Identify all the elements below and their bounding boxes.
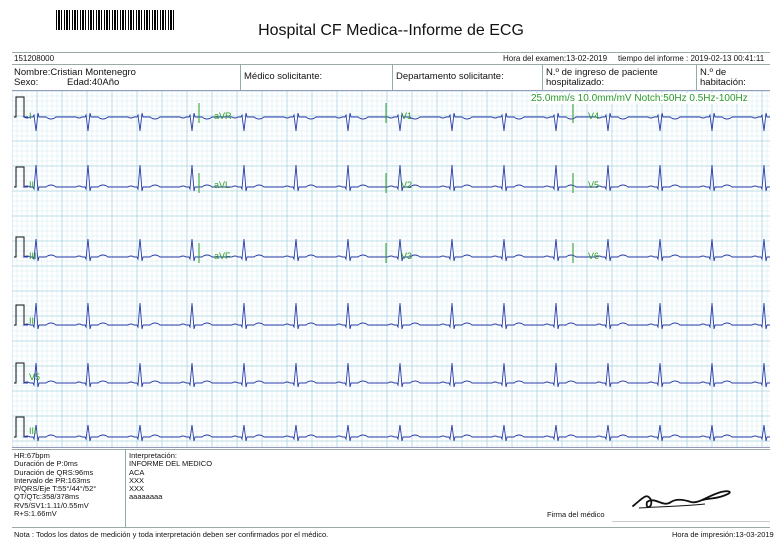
ecg-settings: 25.0mm/s 10.0mm/mV Notch:50Hz 0.5Hz-100Hz [531, 93, 748, 104]
footer-note: Nota : Todos los datos de medición y toda interpretación deben ser confirmados por el médico. [14, 530, 329, 539]
divider [392, 64, 393, 90]
lead-label: V5 [29, 372, 41, 382]
interpretation-heading: Interpretación: [129, 451, 177, 460]
interpretation-line: ACA [129, 467, 145, 477]
interpretation-line: aaaaaaaa [129, 492, 163, 502]
ecg-grid [12, 91, 770, 447]
measurement-qrs: Duración de QRS:96ms [14, 467, 94, 477]
interpretation-line: INFORME DEL MEDICO [129, 459, 213, 469]
print-time: Hora de impresión:13-03-2019 [672, 530, 774, 539]
measurement-rs: R+S:1.66mV [14, 509, 57, 519]
signature-line [612, 521, 770, 522]
lead-label: III [29, 251, 37, 261]
lead-label: II [29, 316, 35, 326]
measurement-axis: P/QRS/Eje T:55°/44°/52° [14, 484, 97, 494]
patient-name: Nombre:Cristian Montenegro [14, 67, 136, 78]
interpretation [129, 452, 212, 502]
report-title: Hospital CF Medica--Informe de ECG [258, 22, 524, 39]
room-label-2: habitación: [700, 77, 746, 88]
lead-label: aVR [214, 111, 232, 121]
calibration-pulse [14, 417, 28, 437]
measurement-p: Duración de P:0ms [14, 459, 78, 469]
lead-label: III [29, 426, 37, 436]
exam-time: Hora del examen:13-02-2019 [503, 54, 608, 63]
lead-label: II [29, 180, 35, 190]
patient-id: 151208000 [14, 54, 55, 63]
divider [12, 52, 770, 53]
lead-label: V6 [588, 251, 600, 261]
patient-age: Edad:40Año [67, 77, 120, 88]
divider [696, 64, 697, 90]
divider [542, 64, 543, 90]
measurement-hr: HR:67bpm [14, 451, 50, 460]
ecg-area [12, 90, 770, 448]
room-label: N.º de [700, 67, 727, 78]
divider [125, 449, 126, 527]
divider [12, 527, 770, 528]
measurement-pr: Intervalo de PR:163ms [14, 475, 91, 485]
interpretation-line: XXX [129, 484, 145, 494]
physician-label: Médico solicitante: [244, 71, 323, 82]
lead-label: V5 [588, 180, 600, 190]
measurement-rv5: RV5/SV1:1.11/0.55mV [14, 500, 89, 510]
interpretation-line: XXX [129, 475, 145, 485]
signature-label: Firma del médico [547, 510, 605, 519]
lead-label: I [29, 111, 32, 121]
calibration-pulse [14, 167, 28, 187]
lead-label: aVF [214, 251, 231, 261]
department-label: Departamento solicitante: [396, 71, 504, 82]
lead-label: V2 [401, 180, 413, 190]
calibration-pulse [14, 305, 28, 325]
divider [240, 64, 241, 90]
signature-image [625, 478, 745, 518]
divider [12, 64, 770, 65]
lead-label: V1 [401, 111, 413, 121]
patient-sex: Sexo: [14, 77, 39, 88]
calibration-pulse [14, 97, 28, 117]
admission-label: N.º de ingreso de paciente [546, 67, 658, 78]
report-time: tiempo del informe : 2019-02-13 00:41:11 [618, 54, 765, 63]
lead-label: aVL [214, 180, 231, 190]
lead-label: V3 [401, 251, 413, 261]
measurement-qt: QT/QTc:358/378ms [14, 492, 80, 502]
measurements [14, 452, 96, 518]
lead-label: V4 [588, 111, 600, 121]
admission-label-2: hospitalizado: [546, 77, 605, 88]
calibration-pulse [14, 237, 28, 257]
